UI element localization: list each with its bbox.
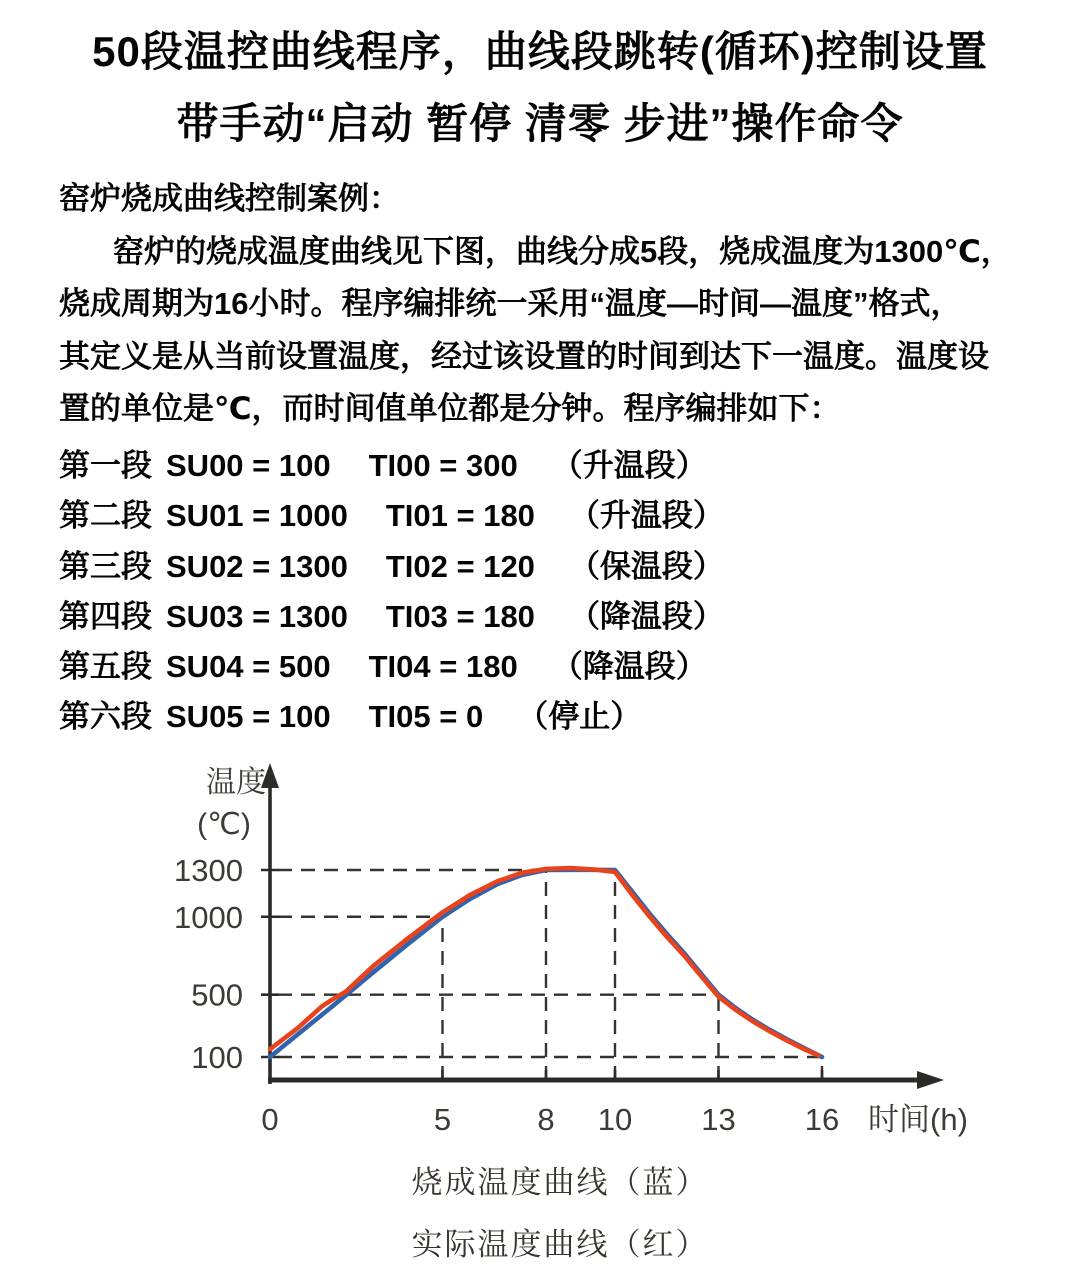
x-axis-arrow-icon <box>917 1071 944 1089</box>
segment-note: （升温段） <box>568 498 724 534</box>
program-row <box>59 490 1023 540</box>
temperature-curve-chart <box>0 752 1080 1154</box>
ti-value: TI00 = 300 <box>368 448 518 483</box>
x-tick-label-0: 0 <box>261 1102 279 1137</box>
body-line: 其定义是从当前设置温度，经过该设置的时间到达下一温度。温度设 <box>59 338 989 374</box>
title-block <box>0 16 1080 160</box>
y-tick-label-1000: 1000 <box>174 899 243 935</box>
program-row <box>59 541 1023 591</box>
chart-canvas <box>0 752 1080 1154</box>
body-line: 窑炉烧成曲线控制案例： <box>59 181 400 216</box>
title-line-2: 带手动“启动 暂停 清零 步进”操作命令 <box>176 100 904 147</box>
x-tick-label-13: 13 <box>701 1102 736 1137</box>
su-value: SU00 = 100 <box>166 448 331 483</box>
segment-note: （降温段） <box>551 649 707 685</box>
segment-label: 第四段 <box>59 598 152 634</box>
y-tick-label-500: 500 <box>191 977 243 1013</box>
x-tick-label-5: 5 <box>433 1102 452 1137</box>
ti-value: TI04 = 180 <box>368 649 518 685</box>
legend-red-label: 实际温度曲线（红） <box>411 1227 709 1262</box>
segment-label: 第五段 <box>59 649 152 685</box>
su-value: SU04 = 500 <box>166 649 331 685</box>
body-line: 烧成周期为16小时。程序编排统一采用“温度—时间—温度”格式， <box>59 286 962 321</box>
y-axis-unit: (℃) <box>197 808 251 841</box>
x-tick-label-16: 16 <box>804 1102 840 1137</box>
su-value: SU02 = 1300 <box>166 548 348 584</box>
su-value: SU01 = 1000 <box>166 498 348 534</box>
body-line: 置的单位是℃，而时间值单位都是分钟。程序编排如下： <box>59 391 841 426</box>
program-row <box>59 591 1023 641</box>
segment-label: 第一段 <box>59 448 152 483</box>
segment-note: （保温段） <box>568 548 724 584</box>
ti-value: TI03 = 180 <box>385 598 535 634</box>
program-listing <box>59 440 1023 742</box>
segment-note: （降温段） <box>568 598 724 634</box>
segment-label: 第二段 <box>59 498 152 534</box>
series-curve-red <box>270 868 819 1055</box>
ti-value: TI05 = 0 <box>368 699 484 735</box>
title-line-1: 50段温控曲线程序，曲线段跳转(循环)控制设置 <box>92 28 988 75</box>
y-tick-label-100: 100 <box>191 1040 243 1075</box>
x-tick-label-10: 10 <box>597 1102 633 1137</box>
program-row <box>59 691 1023 741</box>
segment-note: （停止） <box>517 699 642 735</box>
segment-note: （升温段） <box>551 448 707 483</box>
ti-value: TI01 = 180 <box>385 498 535 534</box>
body-paragraph <box>59 173 1023 436</box>
su-value: SU03 = 1300 <box>166 598 348 634</box>
segment-label: 第三段 <box>59 548 152 584</box>
program-row <box>59 440 1023 490</box>
su-value: SU05 = 100 <box>166 699 331 735</box>
chart-legend <box>0 1152 1080 1276</box>
y-tick-label-1300: 1300 <box>174 853 243 888</box>
program-row <box>59 641 1023 691</box>
segment-label: 第六段 <box>59 699 152 735</box>
body-line: 窑炉的烧成温度曲线见下图，曲线分成5段，烧成温度为1300℃， <box>113 233 1012 269</box>
legend-blue-label: 烧成温度曲线（蓝） <box>411 1165 709 1200</box>
y-axis-title: 温度 <box>206 766 266 799</box>
x-tick-label-8: 8 <box>537 1102 555 1137</box>
ti-value: TI02 = 120 <box>385 548 535 584</box>
x-axis-title: 时间(h) <box>868 1102 968 1137</box>
